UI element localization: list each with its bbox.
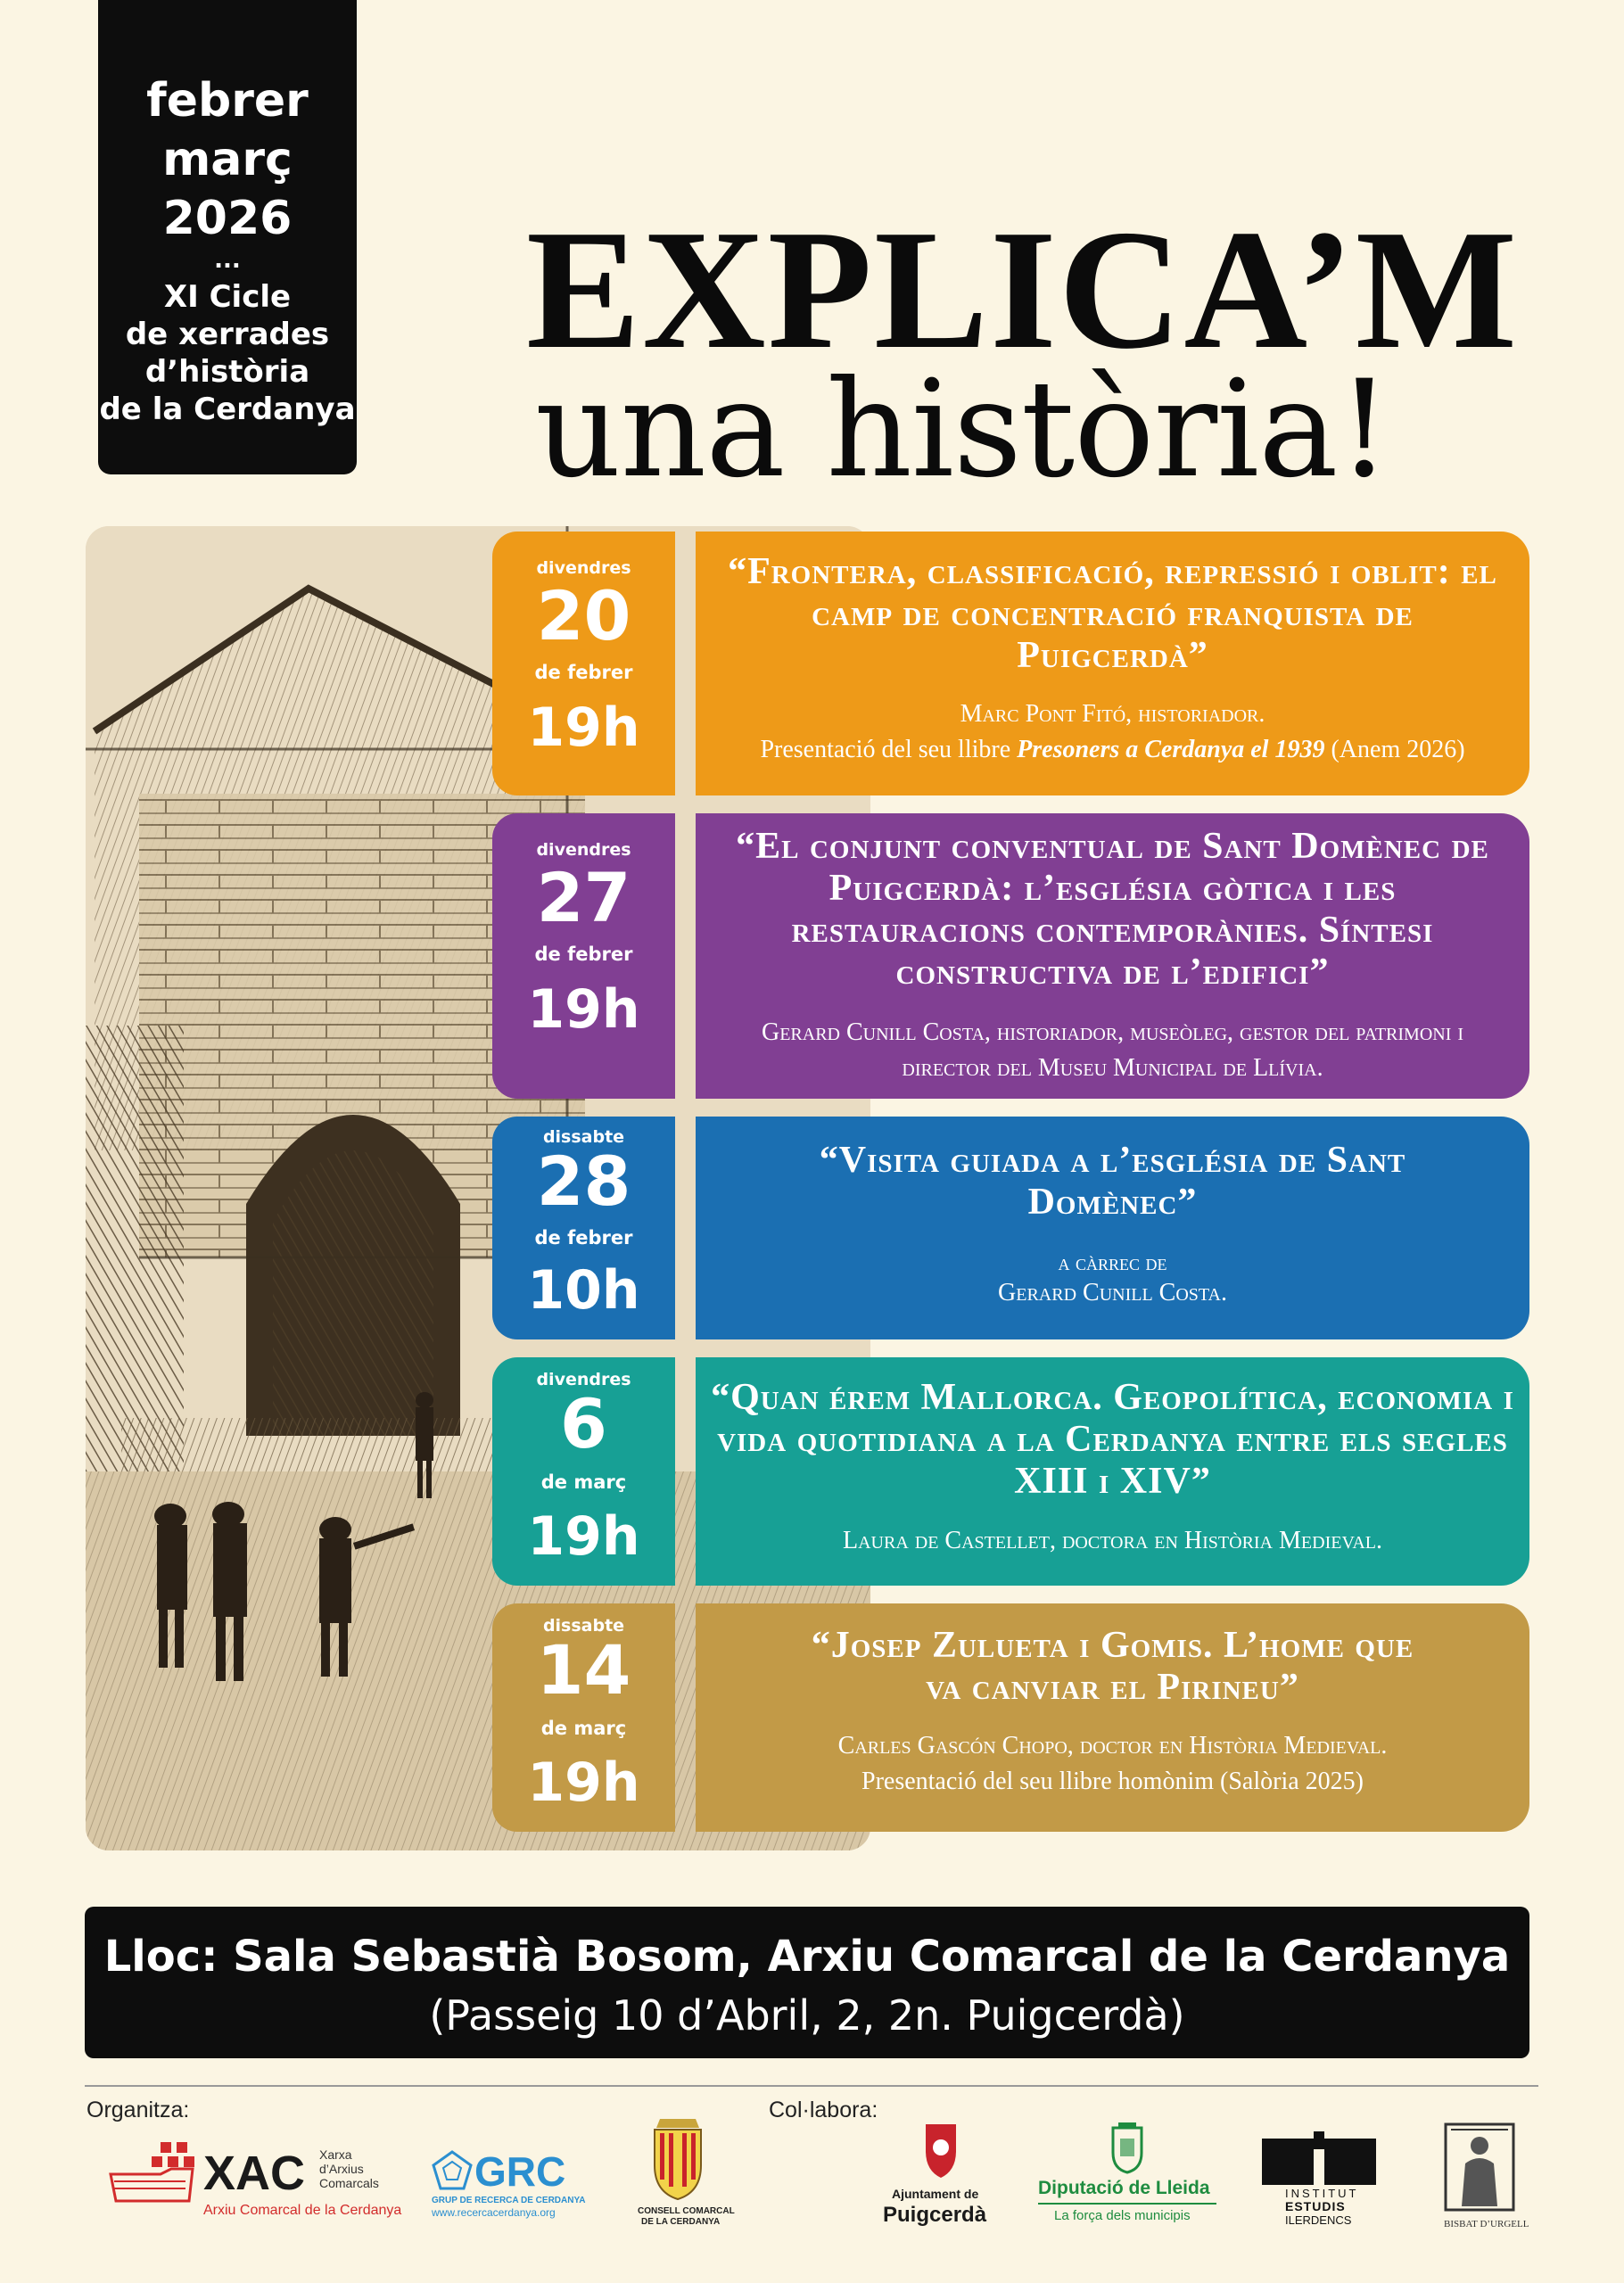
event-5-book: Presentació del seu llibre homònim (Salòria 2025) bbox=[861, 1768, 1364, 1795]
event-2-month: de febrer bbox=[534, 944, 633, 965]
xac-logo bbox=[107, 2142, 401, 2222]
event-1-time: 19h bbox=[527, 696, 640, 759]
iei-mark-icon bbox=[1262, 2131, 1378, 2185]
xac-mark-icon bbox=[107, 2142, 196, 2206]
event-1-book-title: Presoners a Cerdanya el 1939 bbox=[1017, 736, 1325, 763]
organitza-label: Organitza: bbox=[87, 2098, 190, 2122]
bisbat-label: BISBAT D’URGELL bbox=[1444, 2219, 1529, 2229]
event-5-speaker: Carles Gascón Chopo, doctor en Història Medieval. bbox=[837, 1732, 1388, 1760]
event-3-weekday: dissabte bbox=[542, 1127, 625, 1147]
event-1-weekday: divendres bbox=[536, 558, 631, 578]
badge-month-1: febrer bbox=[146, 74, 309, 128]
coat-of-arms-icon bbox=[642, 2115, 713, 2201]
event-3-date bbox=[492, 1117, 675, 1339]
diputacio-line-1: Diputació de Lleida bbox=[1038, 2178, 1210, 2198]
venue-address: (Passeig 10 d’Abril, 2, 2n. Puigcerdà) bbox=[429, 1991, 1185, 2040]
iei-logo bbox=[1262, 2131, 1387, 2229]
event-2-date bbox=[492, 813, 675, 1099]
event-1-card bbox=[696, 532, 1529, 795]
event-5-date bbox=[492, 1603, 675, 1832]
event-3-by: a càrrec de bbox=[1058, 1249, 1167, 1275]
event-5-title: “Josep Zulueta i Gomis. L’home que va canviar el Pirineu” bbox=[811, 1625, 1414, 1708]
event-3-month: de febrer bbox=[534, 1227, 633, 1249]
badge-line-2: de xerrades bbox=[125, 317, 330, 352]
diputacio-crest-icon bbox=[1109, 2121, 1145, 2174]
event-3-title: “Visita guiada a l’església de Sant Domènec” bbox=[819, 1140, 1406, 1223]
grc-logo bbox=[428, 2147, 606, 2219]
event-2-weekday: divendres bbox=[536, 840, 631, 860]
collabora-label: Col·labora: bbox=[769, 2098, 878, 2122]
badge-line-1: XI Cicle bbox=[163, 279, 292, 315]
event-1-book bbox=[713, 732, 1512, 768]
diputacio-line-2: La força dels municipis bbox=[1054, 2208, 1191, 2223]
diputacio-rule bbox=[1038, 2203, 1216, 2205]
event-1-speaker: Marc Pont Fitó, historiador. bbox=[960, 700, 1265, 728]
iei-line-1: INSTITUT bbox=[1285, 2187, 1359, 2200]
event-1-title: “Frontera, classificació, repressió i oblit: el camp de concentració franquista de Puigcerdà” bbox=[728, 551, 1497, 676]
badge-month-2: març bbox=[162, 133, 293, 186]
consell-line-1: CONSELL COMARCAL bbox=[638, 2206, 735, 2216]
xac-side-3: Comarcals bbox=[319, 2176, 379, 2190]
grc-subtitle: GRUP DE RECERCA DE CERDANYA bbox=[432, 2196, 586, 2205]
event-2-speaker: Gerard Cunill Costa, historiador, museòleg, gestor del patrimoni i director del Museu Municipal de Llívia. bbox=[761, 1018, 1464, 1082]
ajuntament-shield-icon bbox=[919, 2121, 963, 2180]
bisbat-logo bbox=[1431, 2121, 1529, 2246]
event-4-speaker: Laura de Castellet, doctora en Història Medieval. bbox=[842, 1527, 1382, 1554]
event-5-day: 14 bbox=[536, 1630, 631, 1710]
event-5-weekday: dissabte bbox=[542, 1616, 625, 1636]
event-3-day: 28 bbox=[536, 1142, 631, 1221]
event-3-card bbox=[696, 1117, 1529, 1339]
event-1-day: 20 bbox=[536, 576, 631, 655]
badge-line-3: d’història bbox=[144, 354, 310, 390]
event-3-speaker: Gerard Cunill Costa. bbox=[998, 1279, 1227, 1306]
ajuntament-line-2: Puigcerdà bbox=[883, 2203, 987, 2227]
event-4-date bbox=[492, 1357, 675, 1586]
cycle-badge bbox=[98, 0, 357, 474]
event-4-weekday: divendres bbox=[536, 1370, 631, 1389]
grc-url: www.recercacerdanya.org bbox=[432, 2206, 556, 2219]
xac-text: XAC bbox=[203, 2147, 306, 2200]
event-4-time: 19h bbox=[527, 1505, 640, 1568]
event-4-card bbox=[696, 1357, 1529, 1586]
bisbat-emblem-icon bbox=[1442, 2121, 1517, 2213]
event-5-time: 19h bbox=[527, 1751, 640, 1814]
poster-title: EXPLICA’M bbox=[526, 194, 1519, 384]
event-2-card bbox=[696, 813, 1529, 1099]
iei-line-2: ESTUDIS bbox=[1285, 2199, 1346, 2213]
footer-divider bbox=[85, 2085, 1538, 2087]
event-4-day: 6 bbox=[560, 1384, 607, 1463]
diputacio-logo bbox=[1035, 2121, 1222, 2237]
event-1-book-post: (Anem 2026) bbox=[1324, 736, 1465, 763]
event-1-month: de febrer bbox=[534, 662, 633, 683]
event-3-time: 10h bbox=[527, 1259, 640, 1322]
event-2-time: 19h bbox=[527, 978, 640, 1041]
badge-line-4: de la Cerdanya bbox=[99, 391, 356, 427]
iei-line-3: ILERDENCS bbox=[1285, 2213, 1352, 2227]
xac-side-2: d’Arxius bbox=[319, 2162, 364, 2176]
grc-mark-icon bbox=[430, 2149, 474, 2194]
event-5-month: de març bbox=[540, 1718, 627, 1739]
ajuntament-logo bbox=[883, 2121, 999, 2237]
xac-side-1: Xarxa bbox=[319, 2147, 352, 2162]
grc-text: GRC bbox=[474, 2148, 566, 2195]
consell-comarcal-logo bbox=[629, 2115, 735, 2240]
xac-subtitle: Arxiu Comarcal de la Cerdanya bbox=[203, 2203, 402, 2218]
event-4-month: de març bbox=[540, 1471, 627, 1493]
venue-banner bbox=[85, 1907, 1529, 2058]
event-1-date bbox=[492, 532, 675, 795]
badge-dots: ... bbox=[214, 247, 241, 274]
poster-subtitle: una història! bbox=[535, 352, 1390, 507]
event-2-day: 27 bbox=[536, 858, 631, 937]
consell-line-2: DE LA CERDANYA bbox=[641, 2217, 721, 2227]
event-1-book-pre: Presentació del seu llibre bbox=[760, 736, 1018, 763]
ajuntament-line-1: Ajuntament de bbox=[892, 2187, 979, 2201]
event-5-card bbox=[696, 1603, 1529, 1832]
event-4-title: “Quan érem Mallorca. Geopolítica, economia i vida quotidiana a la Cerdanya entre els segles XIII i XIV” bbox=[711, 1377, 1514, 1502]
venue-name: Lloc: Sala Sebastià Bosom, Arxiu Comarcal de la Cerdanya bbox=[103, 1932, 1511, 1982]
event-2-title: “El conjunt conventual de Sant Domènec de Puigcerdà: l’església gòtica i les restauracions contemporànies. Síntesi constructiva de l’edifici” bbox=[736, 826, 1489, 993]
badge-year: 2026 bbox=[162, 192, 293, 245]
